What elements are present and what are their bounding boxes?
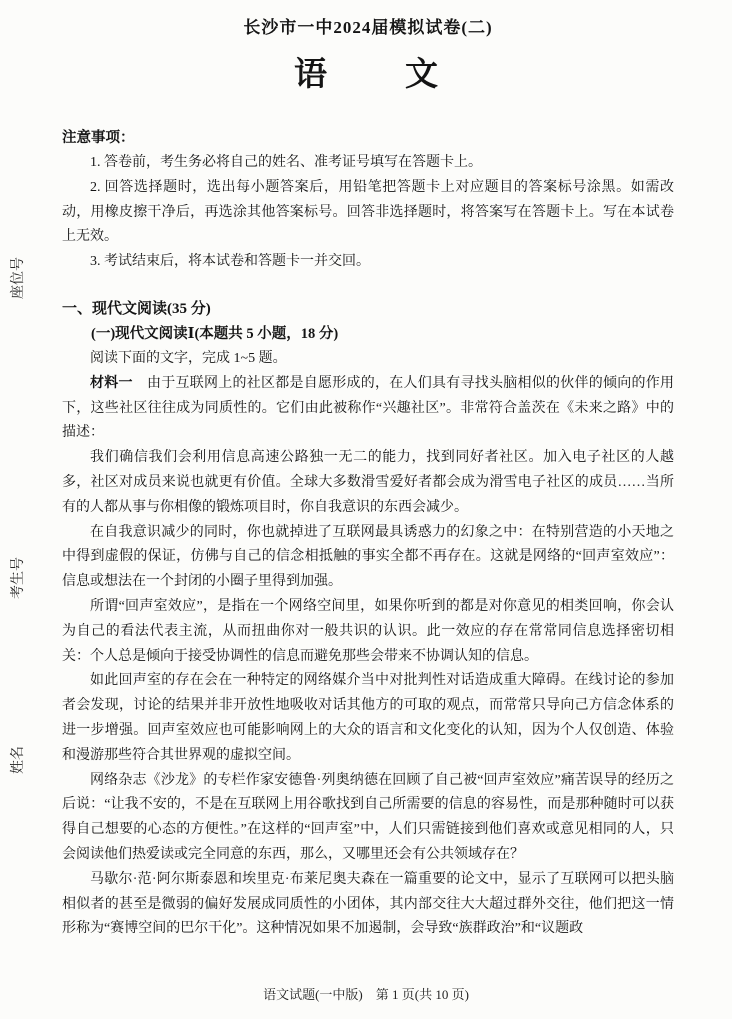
notice-item-2: 2. 回答选择题时，选出每小题答案后，用铅笔把答题卡上对应题目的答案标号涂黑。如需改动，用橡皮擦干净后，再选涂其他答案标号。回答非选择题时，将答案写在答题卡上。写在本试卷上无效。	[62, 179, 674, 245]
body-paragraph: 在自我意识减少的同时，你也就掉进了互联网最具诱惑力的幻象之中：在特别营造的小天地之中得到虚假的保证，仿佛与自己的信念相抵触的事实全都不再存在。这就是网络的“回声室效应”：信息或想法在一个封闭的小圈子里得到加强。	[62, 524, 674, 590]
notice-item-3: 3. 考试结束后，将本试卷和答题卡一并交回。	[90, 254, 370, 270]
body-paragraph: 如此回声室的存在会在一种特定的网络媒介当中对批判性对话造成重大障碍。在线讨论的参加者会发现，讨论的结果并非开放性地吸收对话其他方的可取的观点，而常常只导向己方信念体系的进一步增强。回声室效应也可能影响网上的大众的语言和文化变化的认知，因为个人仅创造、体验和漫游那些符合其世界观的虚拟空间。	[62, 673, 674, 763]
page-footer: 语文试题(一中版) 第 1 页(共 10 页)	[263, 987, 469, 1002]
seal-line-label-seat-number: 座位号	[11, 257, 26, 299]
exam-header-title: 长沙市一中2024届模拟试卷(二)	[243, 18, 493, 37]
body-paragraph: 所谓“回声室效应”，是指在一个网络空间里，如果你听到的都是对你意见的相类回响，你会认为自己的看法代表主流，从而扭曲你对一般共识的认识。此一效应的存在常常同信息选择密切相关：个人总是倾向于接受协调性的信息而避免那些会带来不协调认知的信息。	[62, 598, 674, 664]
body-paragraph: 马歇尔·范·阿尔斯泰恩和埃里克·布莱尼奥夫森在一篇重要的论文中，显示了互联网可以把头脑相似者的甚至是微弱的偏好发展成同质性的小团体，其内部交往大大超过群外交往，他们把这一情形称为“赛博空间的巴尔干化”。这种情况如果不加遏制，会导致“族群政治”和“议题政	[62, 871, 674, 937]
subject-title: 语 文	[294, 57, 442, 93]
reading-section	[62, 297, 674, 942]
body-paragraph: 网络杂志《沙龙》的专栏作家安德鲁·列奥纳德在回顾了自己被“回声室效应”痛苦误导的经历之后说：“让我不安的，不是在互联网上用谷歌找到自己所需要的信息的容易性，而是那种随时可以获得自己想要的心态的方便性。”在这样的“回声室”中，人们只需链接到他们喜欢或意见相同的人，只会阅读他们热爱读或完全同意的东西，那么，又哪里还会有公共领域存在？	[62, 772, 674, 862]
subsection-heading: (一)现代文阅读Ⅰ(本题共 5 小题，18 分)	[91, 325, 339, 342]
seal-line-label-name: 姓名	[11, 746, 26, 774]
quote-paragraph: 我们确信我们会利用信息高速公路独一无二的能力，找到同好者社区。加入电子社区的人越多，社区对成员来说也就更有价值。全球大多数滑雪爱好者都会成为滑雪电子社区的成员……当所有的人都从事与你相像的锻炼项目时，你自我意识的东西会减少。	[62, 450, 674, 515]
paragraph-text: 由于互联网上的社区都是自愿形成的，在人们具有寻找头脑相似的伙伴的倾向的作用下，这些社区往往成为同质性的。它们由此被称作“兴趣社区”。非常符合盖茨在《未来之路》中的描述：	[62, 375, 674, 441]
section-heading: 一、现代文阅读(35 分)	[62, 300, 211, 317]
notice-heading: 注意事项：	[62, 130, 135, 146]
material-one-paragraph	[62, 372, 674, 446]
material-one-label: 材料一	[90, 375, 147, 391]
notice-block	[62, 126, 674, 275]
notice-item-1: 1. 答卷前，考生务必将自己的姓名、准考证号填写在答题卡上。	[90, 155, 482, 170]
reading-instruction: 阅读下面的文字，完成 1~5 题。	[90, 350, 287, 366]
seal-line-label-candidate-number: 考生号	[11, 557, 26, 599]
